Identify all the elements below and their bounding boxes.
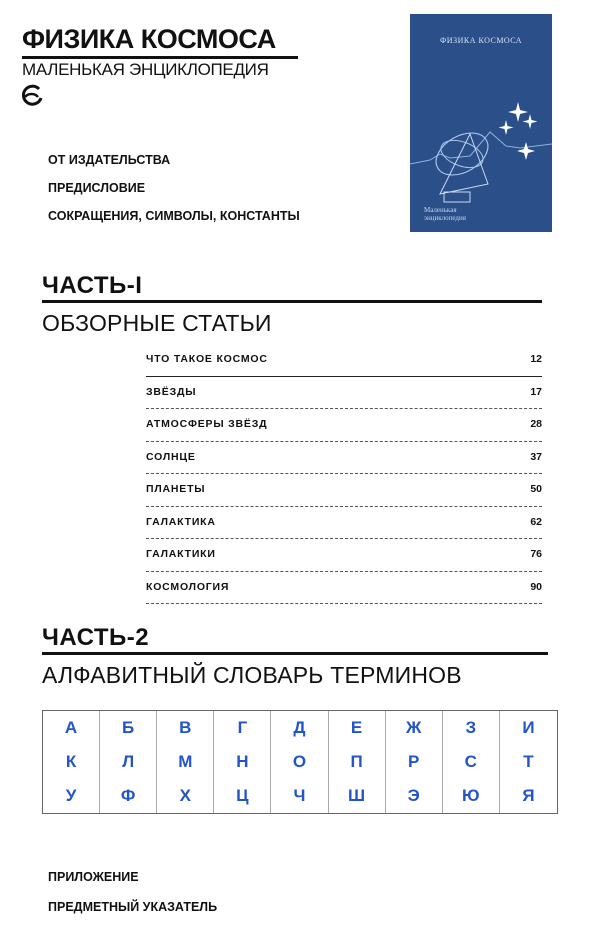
cover-series-line2: энциклопедия: [424, 214, 466, 222]
encyclopedia-subtitle: МАЛЕНЬКАЯ ЭНЦИКЛОПЕДИЯ: [22, 60, 269, 79]
alphabet-letter-button[interactable]: У: [43, 779, 100, 813]
alphabet-letter-button[interactable]: Т: [523, 752, 534, 771]
part1-toc: [146, 344, 542, 604]
alphabet-letter-button[interactable]: Н: [214, 745, 271, 779]
alphabet-letter-button[interactable]: Я: [522, 786, 535, 805]
toc-item[interactable]: [146, 474, 542, 507]
front-matter-links: [48, 152, 300, 236]
alphabet-letter-button[interactable]: З: [443, 711, 500, 745]
part2-rule: [42, 652, 548, 655]
alphabet-letter-button[interactable]: К: [43, 745, 100, 779]
toc-item-page: 90: [530, 580, 542, 593]
title-underline: [22, 56, 298, 59]
alphabet-index-grid: [42, 710, 558, 814]
part1-title: ЧАСТЬ-I: [42, 272, 143, 299]
alphabet-letter-button[interactable]: О: [271, 745, 328, 779]
toc-item-page: 12: [530, 353, 542, 365]
part2-title: ЧАСТЬ-2: [42, 624, 150, 651]
alphabet-letter-button[interactable]: Ш: [329, 779, 386, 813]
toc-item-label: ГАЛАКТИКА: [146, 515, 216, 528]
alphabet-letter-button[interactable]: П: [329, 745, 386, 779]
back-matter-links: [48, 869, 217, 929]
alphabet-letter-button[interactable]: Б: [100, 711, 157, 745]
alphabet-letter-button[interactable]: В: [157, 711, 214, 745]
toc-item[interactable]: [146, 572, 542, 605]
toc-item[interactable]: [146, 409, 542, 442]
toc-item-page: 37: [530, 450, 542, 463]
encyclopedia-title: ФИЗИКА КОСМОСА: [22, 24, 276, 54]
alphabet-letter-button[interactable]: Ю: [443, 779, 500, 813]
toc-item-page: 17: [530, 385, 542, 398]
alphabet-letter-button[interactable]: М: [157, 745, 214, 779]
alphabet-letter-button[interactable]: Р: [386, 745, 443, 779]
toc-item-page: 50: [530, 483, 542, 495]
toc-item-label: ПЛАНЕТЫ: [146, 483, 206, 495]
cover-title: ФИЗИКА КОСМОСА: [439, 36, 523, 45]
toc-item-page: 28: [530, 418, 542, 430]
alphabet-letter-button[interactable]: Ч: [271, 779, 328, 813]
link-subject-index[interactable]: ПРЕДМЕТНЫЙ УКАЗАТЕЛЬ: [48, 900, 218, 914]
link-appendix[interactable]: ПРИЛОЖЕНИЕ: [48, 870, 139, 884]
alphabet-letter-button[interactable]: Ф: [100, 779, 157, 813]
toc-item[interactable]: [146, 539, 542, 572]
book-cover-image: [410, 14, 552, 232]
toc-item-label: СОЛНЦЕ: [146, 450, 196, 463]
toc-item[interactable]: [146, 377, 542, 410]
link-preface[interactable]: ПРЕДИСЛОВИЕ: [48, 181, 146, 195]
alphabet-letter-button[interactable]: Л: [100, 745, 157, 779]
alphabet-letter-button[interactable]: А: [43, 711, 100, 745]
toc-item[interactable]: [146, 344, 542, 377]
part1-rule: [42, 300, 542, 303]
toc-item[interactable]: [146, 507, 542, 540]
toc-item-label: КОСМОЛОГИЯ: [146, 580, 230, 593]
alphabet-letter-button[interactable]: С: [443, 745, 500, 779]
cover-series-line1: Маленькая: [424, 206, 457, 214]
toc-item[interactable]: [146, 442, 542, 475]
alphabet-letter-button[interactable]: Ц: [214, 779, 271, 813]
alphabet-letter-button[interactable]: И: [522, 718, 535, 737]
alphabet-letter-button[interactable]: Д: [271, 711, 328, 745]
toc-item-page: 76: [530, 548, 542, 560]
publisher-logo-icon: [20, 84, 44, 108]
alphabet-letter-button[interactable]: Ж: [386, 711, 443, 745]
alphabet-letter-button[interactable]: Г: [214, 711, 271, 745]
link-abbreviations[interactable]: СОКРАЩЕНИЯ, СИМВОЛЫ, КОНСТАНТЫ: [48, 209, 300, 223]
part1-subtitle: ОБЗОРНЫЕ СТАТЬИ: [42, 310, 272, 336]
toc-item-label: ГАЛАКТИКИ: [146, 548, 216, 560]
cover-illustration: [410, 14, 552, 232]
toc-item-label: ЗВЁЗДЫ: [146, 385, 197, 398]
part2-subtitle: АЛФАВИТНЫЙ СЛОВАРЬ ТЕРМИНОВ: [42, 662, 462, 688]
alphabet-letter-button[interactable]: Х: [157, 779, 214, 813]
link-from-publisher[interactable]: ОТ ИЗДАТЕЛЬСТВА: [48, 153, 171, 167]
toc-item-label: АТМОСФЕРЫ ЗВЁЗД: [146, 418, 268, 430]
alphabet-letter-button[interactable]: Е: [329, 711, 386, 745]
toc-item-page: 62: [530, 515, 542, 528]
cover-series: [424, 206, 466, 222]
toc-item-label: ЧТО ТАКОЕ КОСМОС: [146, 353, 268, 365]
alphabet-letter-button[interactable]: Э: [386, 779, 443, 813]
